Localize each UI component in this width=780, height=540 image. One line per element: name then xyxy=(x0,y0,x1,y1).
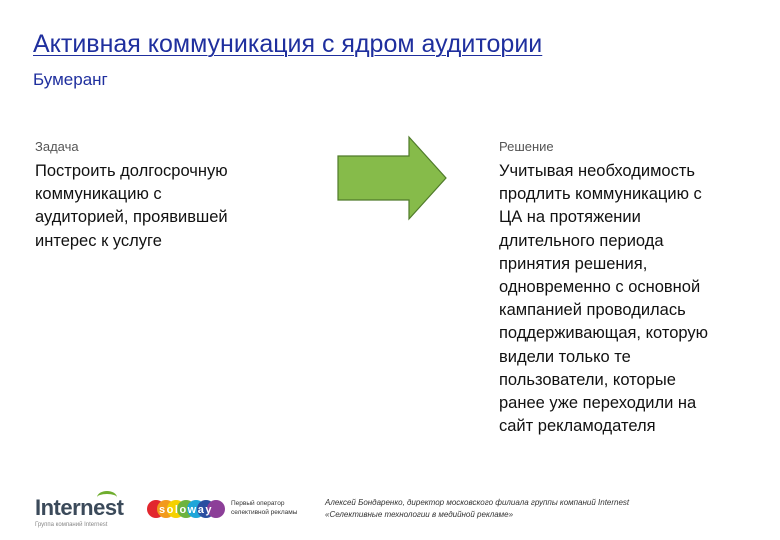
internest-logo xyxy=(35,497,123,528)
solution-line: Учитывая необходимость xyxy=(499,162,696,180)
solution-line: видели только те xyxy=(499,347,631,366)
soloway-logo-text: soloway xyxy=(159,504,213,516)
page-title: Активная коммуникация с ядром аудитории xyxy=(33,30,543,58)
arrow-shape xyxy=(338,137,446,219)
solution-line: ЦА на протяжении xyxy=(499,208,641,227)
task-line: интерес к услуге xyxy=(35,231,162,250)
page-subtitle: Бумеранг xyxy=(33,70,108,89)
task-line: аудиторией, проявившей xyxy=(35,208,228,227)
solution-label: Решение xyxy=(499,139,554,154)
task-label: Задача xyxy=(35,139,79,154)
task-line: коммуникацию с xyxy=(35,185,162,204)
solution-line: кампанией проводилась xyxy=(499,301,686,320)
solution-line: ранее уже переходили на xyxy=(499,394,697,413)
solution-line: одновременно с основной xyxy=(499,278,701,297)
task-text xyxy=(35,160,275,253)
task-line: Построить долгосрочную xyxy=(35,162,228,180)
solution-line: продлить коммуникацию с xyxy=(499,185,702,204)
solution-line: пользователи, которые xyxy=(499,370,676,389)
footer-credit xyxy=(325,497,629,521)
right-arrow-icon xyxy=(336,135,456,221)
footer-credit-line: Алексей Бондаренко, директор московского филиала группы компаний Internest xyxy=(325,498,630,507)
solution-line: сайт рекламодателя xyxy=(499,417,656,436)
solution-text xyxy=(499,160,759,438)
internest-logo-wordmark: Internest xyxy=(35,497,123,519)
solution-line: длительного периода xyxy=(499,231,664,250)
solution-line: принятия решения, xyxy=(499,254,648,273)
footer-credit-line: «Селективные технологии в медийной рекламе» xyxy=(325,510,514,519)
solution-line: поддерживающая, которую xyxy=(499,324,708,343)
internest-tagline: Группа компаний Internest xyxy=(35,522,108,528)
soloway-logo xyxy=(146,492,226,526)
soloway-caption: Первый оператор селективной рекламы xyxy=(231,500,298,516)
